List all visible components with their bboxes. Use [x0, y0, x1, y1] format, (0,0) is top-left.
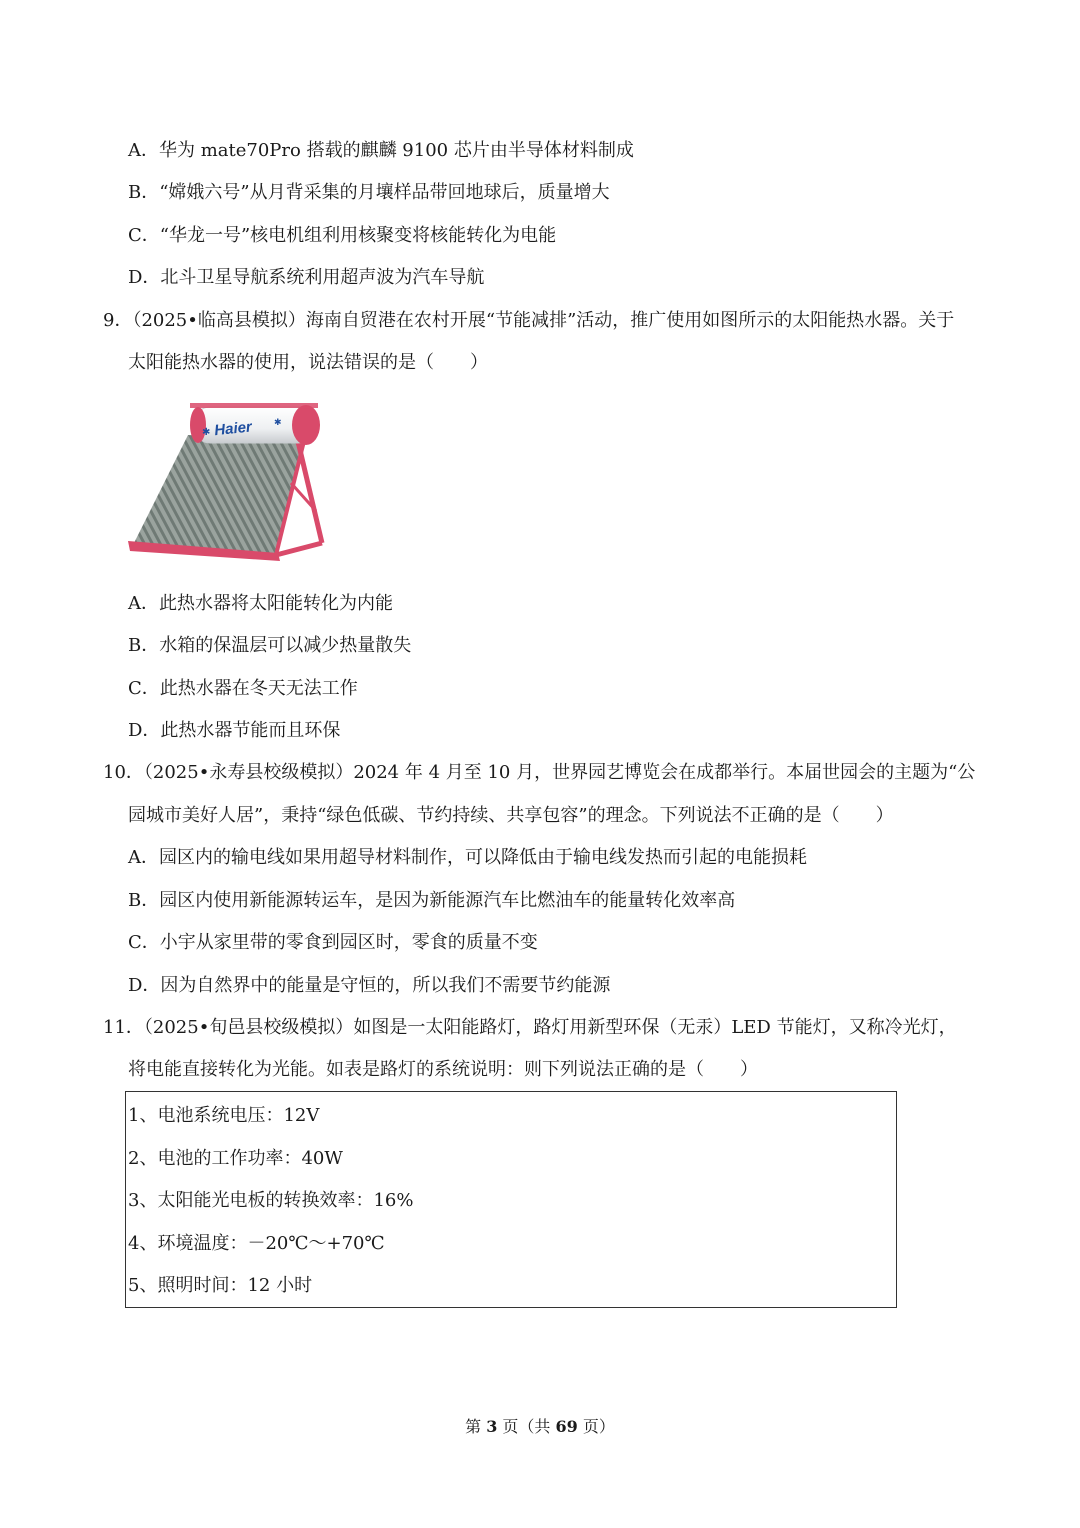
total-page-count: 69 [555, 1417, 578, 1436]
q9-option-b: B．水箱的保温层可以减少热量散失 [128, 635, 412, 656]
q8-option-b: B．“嫦娥六号”从月背采集的月壤样品带回地球后，质量增大 [128, 182, 610, 203]
svg-text:✱: ✱ [202, 427, 211, 438]
q9-option-c: C．此热水器在冬天无法工作 [128, 678, 358, 699]
q8-option-d: D．北斗卫星导航系统利用超声波为汽车导航 [128, 267, 485, 288]
q9-option-d: D．此热水器节能而且环保 [128, 720, 341, 741]
q10-option-d: D．因为自然界中的能量是守恒的，所以我们不需要节约能源 [128, 975, 611, 996]
spec-efficiency: 3、太阳能光电板的转换效率：16% [128, 1190, 414, 1211]
spec-power: 2、电池的工作功率：40W [128, 1148, 343, 1169]
q9-option-a: A．此热水器将太阳能转化为内能 [128, 593, 393, 614]
spec-voltage: 1、电池系统电压：12V [128, 1105, 320, 1126]
q11-stem-line1: 11．（2025•旬邑县校级模拟）如图是一太阳能路灯，路灯用新型环保（无汞）LED 节能灯，又称冷光灯， [103, 1017, 957, 1038]
footer-middle: 页（共 [497, 1417, 556, 1436]
q9-stem-line2: 太阳能热水器的使用，说法错误的是（ ） [128, 352, 488, 373]
q10-option-b: B．园区内使用新能源转运车，是因为新能源汽车比燃油车的能量转化效率高 [128, 890, 736, 911]
solar-water-heater-image [126, 393, 326, 568]
spec-lighting-time: 5、照明时间：12 小时 [128, 1275, 313, 1296]
q11-stem-line2: 将电能直接转化为光能。如表是路灯的系统说明：则下列说法正确的是（ ） [128, 1059, 758, 1080]
current-page-number: 3 [486, 1417, 498, 1436]
spec-temperature: 4、环境温度：－20℃～+70℃ [128, 1233, 385, 1254]
q8-option-a: A．华为 mate70Pro 搭载的麒麟 9100 芯片由半导体材料制成 [128, 140, 634, 161]
q10-option-a: A．园区内的输电线如果用超导材料制作，可以降低由于输电线发热而引起的电能损耗 [128, 847, 807, 868]
page-footer [0, 1415, 1080, 1439]
haier-logo: Haier [213, 418, 253, 440]
svg-text:✱: ✱ [274, 418, 282, 428]
street-light-spec-table [125, 1091, 897, 1308]
q9-stem-line1: 9．（2025•临高县模拟）海南自贸港在农村开展“节能减排”活动，推广使用如图所示的太阳能热水器。关于 [103, 310, 955, 331]
q10-option-c: C．小宇从家里带的零食到园区时，零食的质量不变 [128, 932, 538, 953]
footer-prefix: 第 [465, 1417, 487, 1436]
q10-stem-line2: 园城市美好人居”，秉持“绿色低碳、节约持续、共享包容”的理念。下列说法不正确的是（ ） [128, 805, 894, 826]
q8-option-c: C．“华龙一号”核电机组利用核聚变将核能转化为电能 [128, 225, 557, 246]
q10-stem-line1: 10．（2025•永寿县校级模拟）2024 年 4 月至 10 月，世界园艺博览会在成都举行。本届世园会的主题为“公 [103, 762, 976, 783]
footer-suffix: 页） [577, 1417, 615, 1436]
